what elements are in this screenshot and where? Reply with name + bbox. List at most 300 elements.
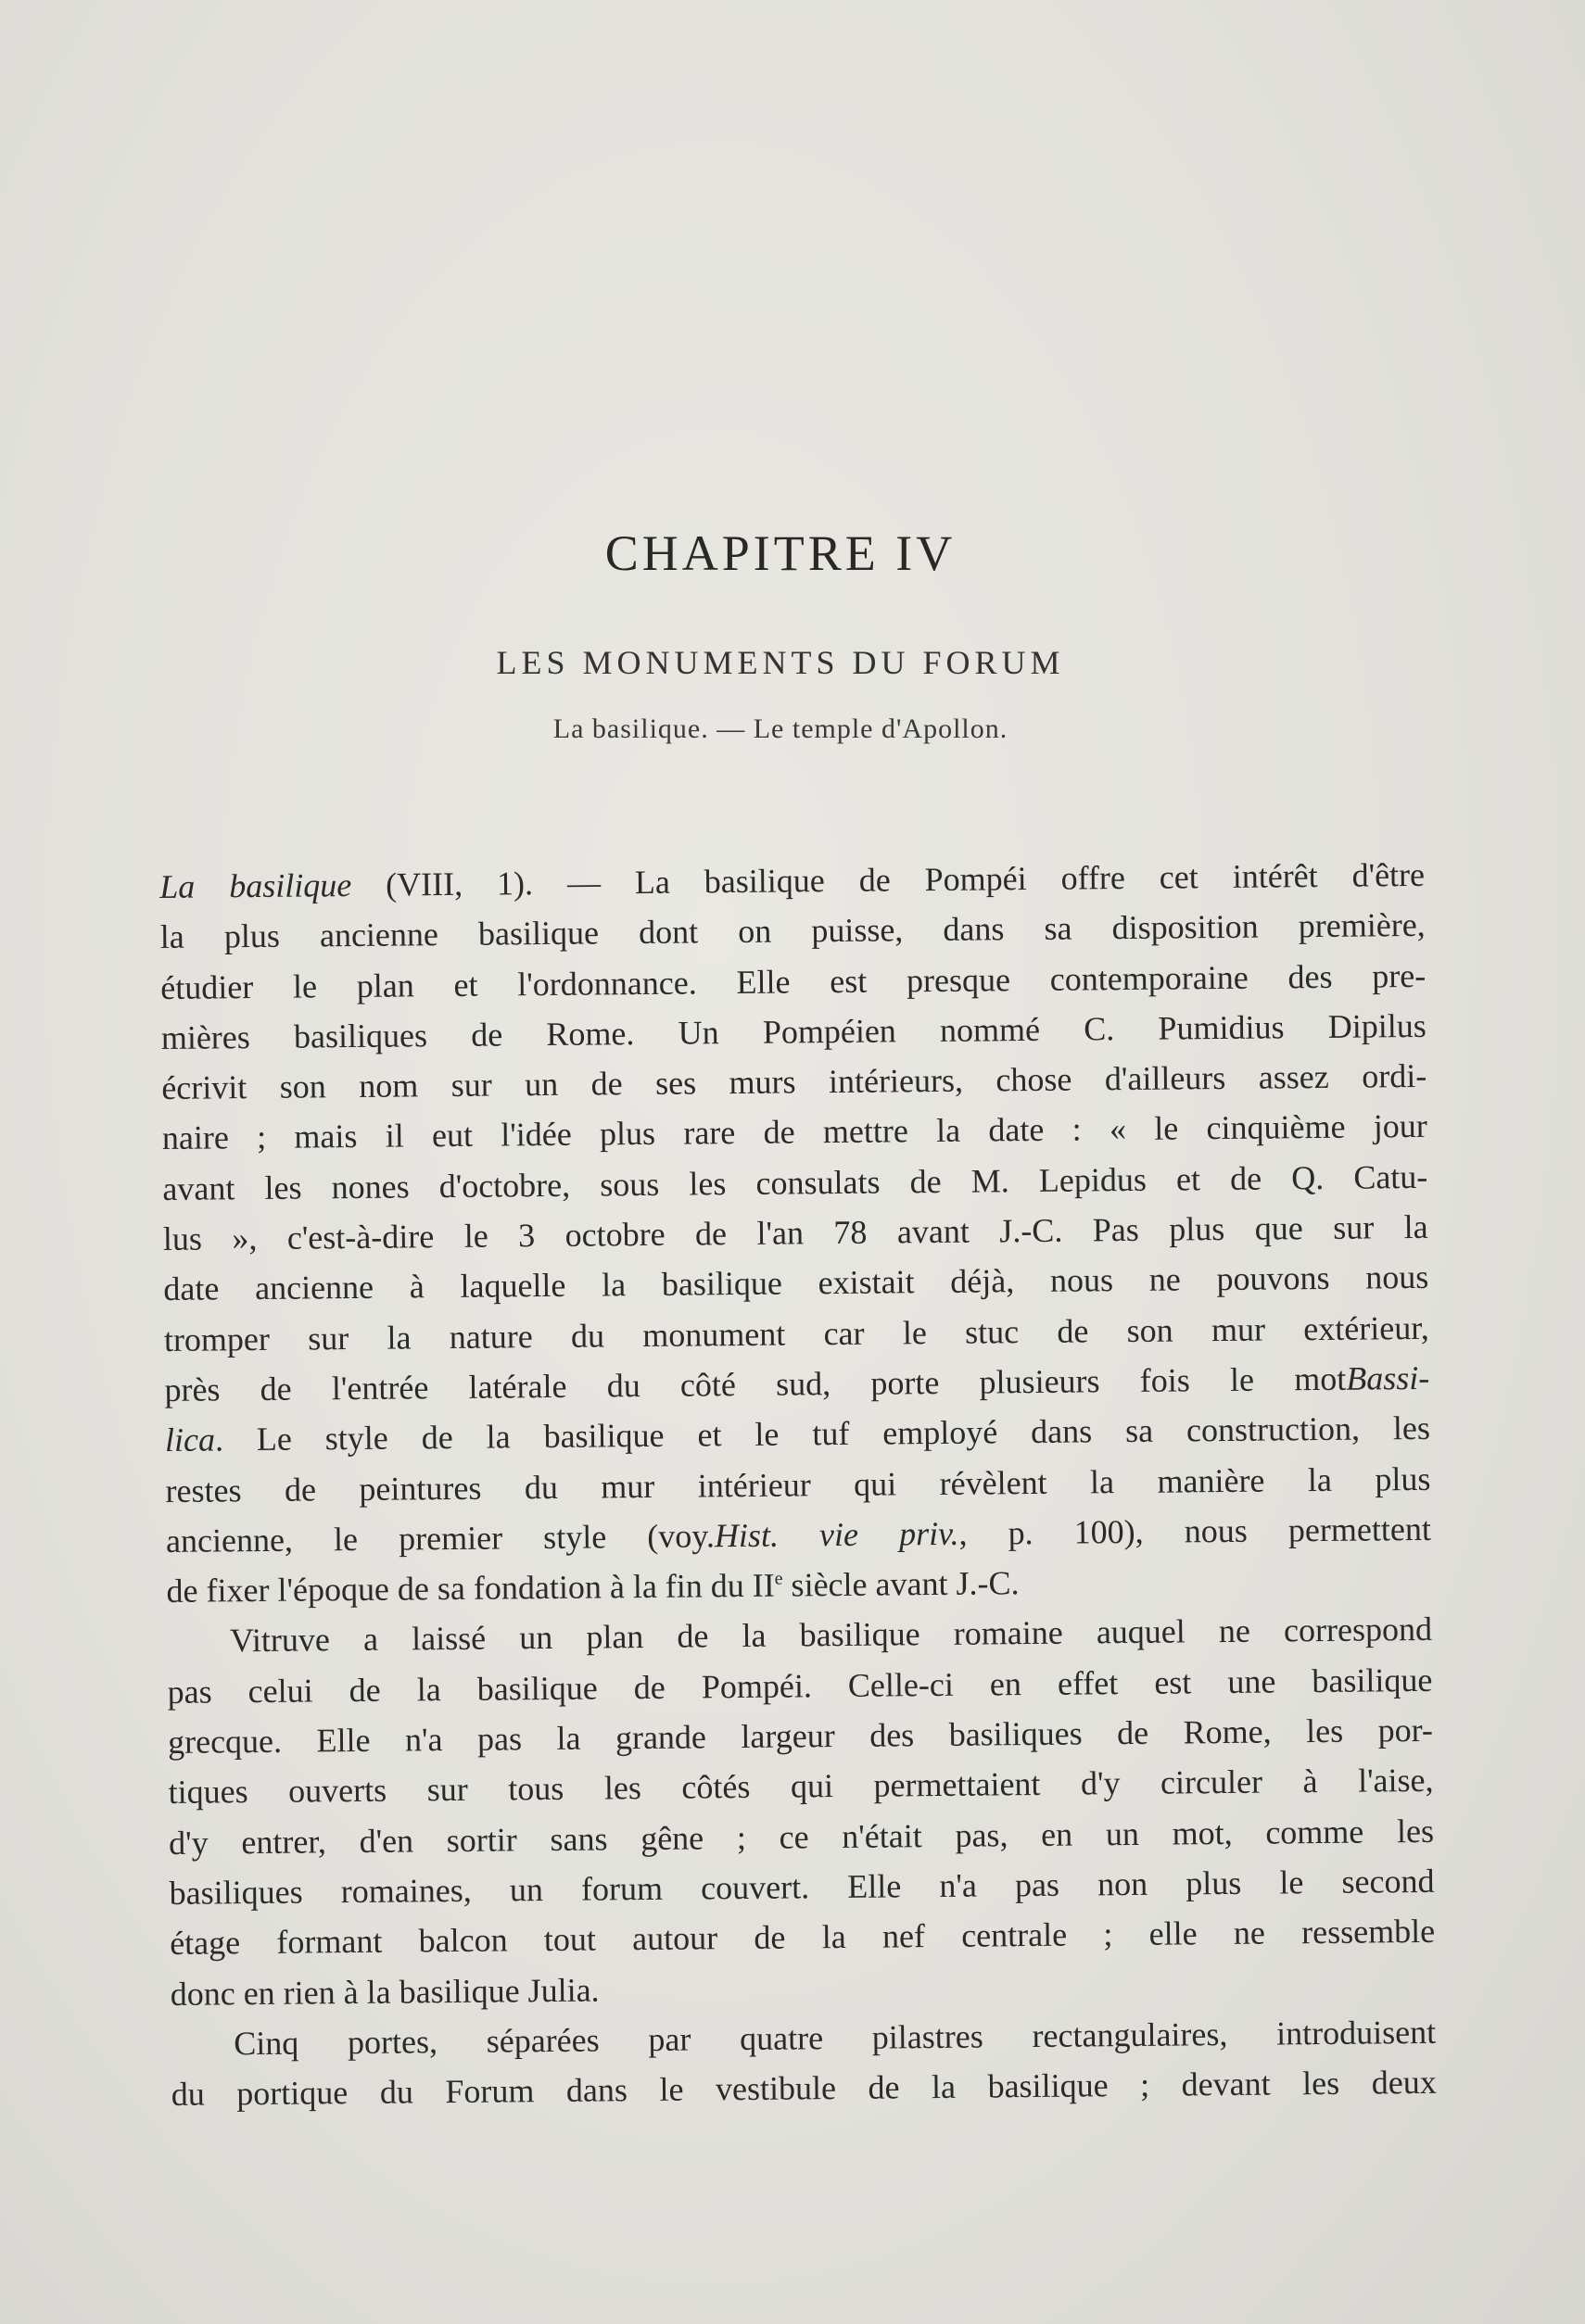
word-group bbox=[736, 956, 791, 1007]
word: a bbox=[362, 1621, 379, 1659]
word-group bbox=[819, 1509, 858, 1560]
word: le bbox=[1279, 1863, 1304, 1901]
word: étudier bbox=[160, 967, 254, 1006]
word-group bbox=[955, 1810, 1008, 1861]
word-group bbox=[293, 961, 318, 1012]
word: presque bbox=[906, 960, 1011, 999]
word-group bbox=[1090, 1457, 1115, 1508]
word: basilique bbox=[476, 1669, 598, 1708]
word-group bbox=[737, 1812, 747, 1863]
word-group bbox=[678, 1007, 719, 1058]
word: p. bbox=[1008, 1513, 1033, 1552]
word: basiliques bbox=[293, 1017, 428, 1055]
word: Elle bbox=[847, 1867, 902, 1905]
word-group bbox=[386, 859, 463, 910]
word-group bbox=[1106, 1809, 1140, 1860]
word-group bbox=[357, 960, 415, 1011]
word: permettent bbox=[1287, 1509, 1432, 1549]
word: est bbox=[1154, 1663, 1192, 1701]
text-run: de fixer l'époque de sa fondation à la fin du bbox=[166, 1567, 745, 1610]
word-group bbox=[939, 1861, 977, 1912]
word-group bbox=[543, 1511, 607, 1562]
word-group bbox=[1216, 1253, 1330, 1304]
word-group bbox=[965, 1307, 1020, 1358]
word-group bbox=[1157, 1455, 1264, 1506]
word-group bbox=[1377, 1705, 1433, 1756]
word: plus bbox=[1375, 1459, 1431, 1498]
word-group bbox=[1105, 1053, 1226, 1105]
word: plus bbox=[223, 917, 281, 955]
word: correspond bbox=[1283, 1610, 1433, 1649]
word: la bbox=[931, 2067, 957, 2106]
word: les bbox=[1392, 1409, 1431, 1447]
word-group bbox=[953, 1608, 1062, 1659]
word: la bbox=[1089, 1462, 1115, 1500]
word: avant bbox=[896, 1212, 970, 1251]
word-group bbox=[163, 1264, 219, 1315]
word-group bbox=[543, 1410, 664, 1462]
word-group bbox=[903, 1307, 928, 1358]
word: pas bbox=[1014, 1865, 1060, 1904]
word: sa bbox=[1044, 909, 1072, 948]
word: mières bbox=[160, 1017, 250, 1056]
word: Vitruve bbox=[229, 1621, 331, 1660]
word-group bbox=[264, 1162, 302, 1213]
word-group bbox=[1110, 1104, 1127, 1154]
word: restes bbox=[165, 1471, 242, 1509]
word-group bbox=[741, 1711, 835, 1762]
word: ; bbox=[256, 1118, 267, 1156]
word-group bbox=[1071, 1105, 1082, 1155]
word: la bbox=[416, 1670, 441, 1709]
word: Catu- bbox=[1353, 1157, 1428, 1196]
word: dont bbox=[638, 913, 699, 952]
word-group bbox=[1050, 1256, 1114, 1307]
word-group bbox=[606, 1360, 640, 1411]
word-group bbox=[1185, 1506, 1249, 1557]
word: naire bbox=[161, 1118, 230, 1157]
word: basilique bbox=[543, 1417, 665, 1456]
word: celui bbox=[247, 1672, 313, 1710]
word: sans bbox=[550, 1820, 608, 1858]
word: formant bbox=[276, 1922, 383, 1962]
word: lica bbox=[164, 1421, 216, 1459]
word: écrivit bbox=[161, 1068, 247, 1107]
word-group bbox=[164, 1364, 221, 1415]
word: Rome, bbox=[1183, 1712, 1272, 1751]
word-group bbox=[276, 1916, 382, 1967]
word-group bbox=[640, 1812, 704, 1863]
word-group bbox=[833, 1207, 868, 1258]
word-group bbox=[1302, 2058, 1340, 2109]
word: et bbox=[697, 1416, 722, 1454]
word: basilique bbox=[799, 1615, 920, 1654]
word-group bbox=[1341, 1856, 1434, 1907]
word-group bbox=[477, 1662, 598, 1714]
word: car bbox=[823, 1314, 865, 1352]
word: devant bbox=[1181, 2065, 1271, 2103]
word-group bbox=[287, 1211, 435, 1263]
superscript: IIe bbox=[743, 1566, 783, 1605]
word-group bbox=[316, 1715, 371, 1766]
word-group bbox=[421, 1412, 453, 1463]
word: 1). bbox=[496, 865, 534, 903]
word-group bbox=[387, 1312, 412, 1363]
word-group bbox=[811, 905, 904, 956]
word: ressemble bbox=[1301, 1913, 1436, 1951]
word-group bbox=[1291, 1153, 1325, 1204]
word-group bbox=[486, 1412, 511, 1463]
word-group bbox=[1169, 1204, 1225, 1255]
word: rectangulaires, bbox=[1032, 2015, 1228, 2054]
word: nous bbox=[1049, 1261, 1114, 1300]
word: (voy. bbox=[647, 1517, 716, 1555]
word-group bbox=[872, 2011, 984, 2062]
word: elle bbox=[1148, 1914, 1198, 1953]
word: vestibule bbox=[715, 2069, 837, 2108]
word-group bbox=[1312, 1655, 1432, 1707]
word-group bbox=[1288, 1504, 1431, 1556]
word: construction, bbox=[1186, 1409, 1361, 1449]
word: d'en bbox=[359, 1822, 414, 1860]
word-group bbox=[544, 1914, 597, 1965]
word: circuler bbox=[1160, 1762, 1263, 1802]
word-group bbox=[776, 1358, 831, 1409]
word-group bbox=[501, 1109, 572, 1160]
word: ancienne bbox=[319, 916, 439, 954]
word: de bbox=[284, 1470, 317, 1509]
word: en bbox=[1040, 1815, 1073, 1853]
word-group bbox=[647, 1509, 779, 1561]
word-group bbox=[648, 2014, 691, 2065]
word: lus bbox=[162, 1219, 203, 1258]
word-group bbox=[169, 1817, 209, 1868]
word-group bbox=[823, 1307, 864, 1358]
word: stuc bbox=[964, 1312, 1020, 1351]
word-group bbox=[525, 1059, 559, 1110]
word-group bbox=[468, 1361, 566, 1412]
word: La bbox=[159, 867, 196, 905]
word-group bbox=[1393, 1403, 1431, 1454]
word: intérêt bbox=[1232, 857, 1318, 895]
word-group bbox=[858, 854, 891, 905]
word: Q. bbox=[1291, 1158, 1325, 1197]
word: on bbox=[738, 912, 772, 951]
word-group bbox=[1073, 1507, 1144, 1558]
word-group bbox=[168, 1716, 282, 1767]
word: que bbox=[1254, 1209, 1303, 1247]
word: de bbox=[763, 1113, 795, 1152]
word-group bbox=[939, 1457, 1046, 1508]
word: . bbox=[214, 1421, 224, 1459]
word: dans bbox=[565, 2071, 628, 2109]
word: latérale bbox=[468, 1367, 567, 1406]
word: pre- bbox=[1372, 956, 1426, 995]
word: mur bbox=[601, 1467, 655, 1506]
word-group bbox=[1093, 1205, 1140, 1256]
word: murs bbox=[729, 1063, 796, 1102]
word: le bbox=[292, 966, 318, 1005]
word-group bbox=[1353, 1152, 1428, 1203]
word-group bbox=[1306, 1706, 1344, 1757]
word: mot, bbox=[1172, 1813, 1233, 1852]
word-group bbox=[1041, 1809, 1073, 1860]
word: nommé bbox=[939, 1010, 1041, 1049]
word: effet bbox=[1057, 1663, 1119, 1702]
word-group bbox=[823, 1106, 908, 1157]
word-group bbox=[1230, 1355, 1255, 1406]
word: La bbox=[634, 863, 671, 902]
word-group bbox=[634, 1662, 666, 1713]
word: manière bbox=[1157, 1461, 1265, 1500]
word: cinquième bbox=[1206, 1108, 1346, 1147]
word: sous bbox=[600, 1165, 660, 1204]
word-group bbox=[438, 1160, 570, 1212]
word: tromper bbox=[163, 1320, 271, 1358]
word-group bbox=[812, 1408, 850, 1459]
word-group bbox=[799, 1610, 919, 1661]
word-group bbox=[779, 1812, 808, 1863]
word-group bbox=[1117, 1708, 1149, 1759]
section-title: LES MONUMENTS DU FORUM bbox=[496, 644, 1065, 681]
word-group bbox=[940, 1004, 1041, 1055]
word-group bbox=[1172, 1808, 1233, 1859]
word-group bbox=[341, 1865, 472, 1917]
word-group bbox=[1279, 1857, 1304, 1908]
word: deux bbox=[1371, 2063, 1437, 2102]
word-group bbox=[1154, 1657, 1192, 1708]
word-group bbox=[821, 1912, 846, 1963]
word: 78 bbox=[833, 1213, 868, 1252]
word: c'est-à-dire bbox=[286, 1218, 435, 1257]
word: pas bbox=[167, 1673, 212, 1711]
word-group bbox=[763, 1005, 896, 1057]
word-group bbox=[1186, 1404, 1360, 1456]
word: déjà, bbox=[950, 1262, 1015, 1301]
word: la bbox=[486, 1418, 511, 1456]
word-group bbox=[662, 1258, 782, 1310]
word-group bbox=[738, 906, 772, 957]
word-group bbox=[677, 1611, 709, 1662]
word-group bbox=[1148, 1909, 1197, 1960]
word-group bbox=[168, 1766, 248, 1817]
word: Cinq bbox=[234, 2024, 299, 2063]
word-group bbox=[943, 904, 1005, 955]
word-group bbox=[602, 1260, 627, 1311]
word-group bbox=[695, 1208, 728, 1259]
word-group bbox=[546, 1008, 635, 1059]
word-group bbox=[948, 1709, 1082, 1761]
word: Forum bbox=[445, 2072, 535, 2111]
word-group bbox=[525, 1461, 559, 1512]
word: sud, bbox=[775, 1365, 831, 1403]
word: (VIII, bbox=[385, 865, 463, 903]
word: Le bbox=[256, 1420, 293, 1459]
word: J.-C. bbox=[999, 1211, 1063, 1250]
word-group bbox=[412, 1613, 487, 1664]
word: la bbox=[556, 1719, 581, 1757]
word: portique bbox=[236, 2074, 349, 2113]
word: à bbox=[1302, 1762, 1318, 1800]
word-group bbox=[1365, 1252, 1429, 1303]
word-group bbox=[873, 1759, 1040, 1811]
word-group bbox=[756, 1207, 804, 1258]
word: une bbox=[1227, 1662, 1276, 1700]
word: un bbox=[524, 1066, 559, 1104]
word-group bbox=[899, 1509, 968, 1560]
word: : bbox=[1071, 1110, 1082, 1149]
word-group bbox=[604, 1762, 642, 1813]
word: nones bbox=[331, 1168, 410, 1206]
word: puisse, bbox=[811, 911, 904, 950]
word-group bbox=[230, 1615, 330, 1666]
word: Bassi- bbox=[1346, 1358, 1430, 1397]
word: d'ailleurs bbox=[1104, 1059, 1226, 1098]
word-group bbox=[1126, 1305, 1173, 1356]
word: sortir bbox=[446, 1820, 517, 1859]
word: Dipilus bbox=[1327, 1006, 1426, 1045]
word: pouvons bbox=[1216, 1259, 1330, 1298]
word-group bbox=[586, 1611, 644, 1662]
word-group bbox=[447, 1814, 518, 1865]
word-group bbox=[1374, 1101, 1428, 1152]
word: grecque. bbox=[167, 1722, 283, 1762]
word-group bbox=[600, 1108, 656, 1159]
word: ce bbox=[779, 1817, 809, 1856]
word: tuf bbox=[812, 1415, 850, 1453]
word-group bbox=[1308, 1454, 1333, 1505]
word-group bbox=[418, 1915, 507, 1966]
word-group bbox=[987, 2060, 1108, 2112]
word: disposition bbox=[1111, 907, 1259, 947]
word: basilique bbox=[477, 914, 600, 953]
word: contemporaine bbox=[1049, 958, 1249, 998]
word-group bbox=[255, 1262, 374, 1314]
word-group bbox=[453, 959, 478, 1010]
word-group bbox=[842, 1811, 922, 1862]
word-group bbox=[160, 912, 185, 963]
word-group bbox=[702, 1661, 813, 1711]
word: sa bbox=[1124, 1412, 1154, 1450]
word: de bbox=[260, 1370, 292, 1408]
word-group bbox=[600, 1159, 660, 1210]
word-group bbox=[285, 1464, 317, 1515]
word: en bbox=[989, 1664, 1022, 1703]
word-group bbox=[869, 1710, 915, 1761]
word-group bbox=[332, 1362, 429, 1413]
word: date bbox=[988, 1111, 1045, 1149]
word: les bbox=[1301, 2064, 1340, 2103]
word: du bbox=[606, 1367, 640, 1405]
word: style bbox=[324, 1419, 389, 1458]
word-group bbox=[294, 1111, 358, 1162]
word-group bbox=[161, 1012, 250, 1063]
word-group bbox=[163, 1214, 203, 1265]
word-group bbox=[229, 860, 352, 912]
word-group bbox=[1140, 1355, 1191, 1406]
word: plus bbox=[1169, 1210, 1225, 1248]
word-group bbox=[280, 1061, 327, 1112]
word: non bbox=[1097, 1864, 1148, 1903]
word-group bbox=[1294, 1353, 1430, 1405]
word: le bbox=[333, 1520, 359, 1559]
word: de bbox=[868, 2068, 900, 2106]
word-group bbox=[566, 2065, 628, 2116]
word: est bbox=[830, 962, 868, 1000]
word: plus bbox=[1186, 1863, 1242, 1902]
word-group bbox=[1206, 1102, 1345, 1154]
word-group bbox=[471, 1009, 503, 1060]
word: dans bbox=[1030, 1412, 1093, 1451]
word: style bbox=[542, 1518, 607, 1556]
word-group bbox=[224, 911, 281, 962]
word-group bbox=[1084, 1004, 1115, 1055]
word-group bbox=[697, 1409, 722, 1460]
word: extérieur, bbox=[1303, 1308, 1429, 1347]
word: de bbox=[633, 1668, 666, 1706]
word-group bbox=[1081, 1758, 1121, 1809]
word: porte bbox=[870, 1363, 940, 1402]
word: les bbox=[603, 1769, 642, 1807]
word-group bbox=[763, 1107, 795, 1158]
word: le bbox=[463, 1217, 488, 1255]
word: couvert. bbox=[700, 1868, 810, 1907]
word-group bbox=[829, 1055, 963, 1107]
word: entrer, bbox=[241, 1822, 327, 1861]
word: près bbox=[164, 1370, 221, 1408]
word-group bbox=[1302, 1756, 1318, 1806]
word-group bbox=[1186, 1858, 1242, 1909]
word-group bbox=[405, 1714, 443, 1765]
word-group bbox=[655, 1058, 697, 1109]
word: octobre bbox=[564, 1215, 666, 1254]
word-group bbox=[359, 1462, 481, 1514]
word: tout bbox=[543, 1920, 597, 1959]
word-group bbox=[1255, 1203, 1304, 1254]
word-group bbox=[162, 1113, 229, 1164]
word: existait bbox=[818, 1263, 915, 1302]
word-group bbox=[508, 1763, 564, 1814]
word-group bbox=[165, 1415, 224, 1466]
word-group bbox=[460, 1260, 565, 1311]
word: basilique bbox=[1312, 1661, 1433, 1699]
word-group bbox=[1327, 1001, 1426, 1052]
word: pas, bbox=[955, 1815, 1008, 1854]
word: un bbox=[509, 1871, 544, 1909]
word-group bbox=[486, 2015, 599, 2065]
word: Un bbox=[678, 1014, 719, 1052]
word: 3 bbox=[517, 1217, 536, 1255]
word-group bbox=[818, 1257, 915, 1308]
word: son bbox=[1126, 1311, 1173, 1349]
word-group bbox=[1148, 1255, 1181, 1306]
word-group bbox=[325, 1413, 389, 1464]
word-group bbox=[1259, 1052, 1329, 1103]
word-group bbox=[729, 1057, 796, 1108]
word-group bbox=[1211, 1304, 1266, 1355]
word: nous bbox=[1365, 1258, 1429, 1296]
word: les bbox=[1305, 1711, 1344, 1750]
word: d'être bbox=[1351, 855, 1426, 894]
word-group bbox=[1158, 1002, 1285, 1054]
word-group bbox=[159, 862, 196, 913]
word-group bbox=[359, 1815, 413, 1866]
word: la bbox=[935, 1112, 961, 1150]
word: d'y bbox=[168, 1824, 209, 1862]
word: monument bbox=[642, 1315, 786, 1354]
word-group bbox=[1058, 1658, 1119, 1709]
word-group bbox=[169, 1867, 302, 1919]
